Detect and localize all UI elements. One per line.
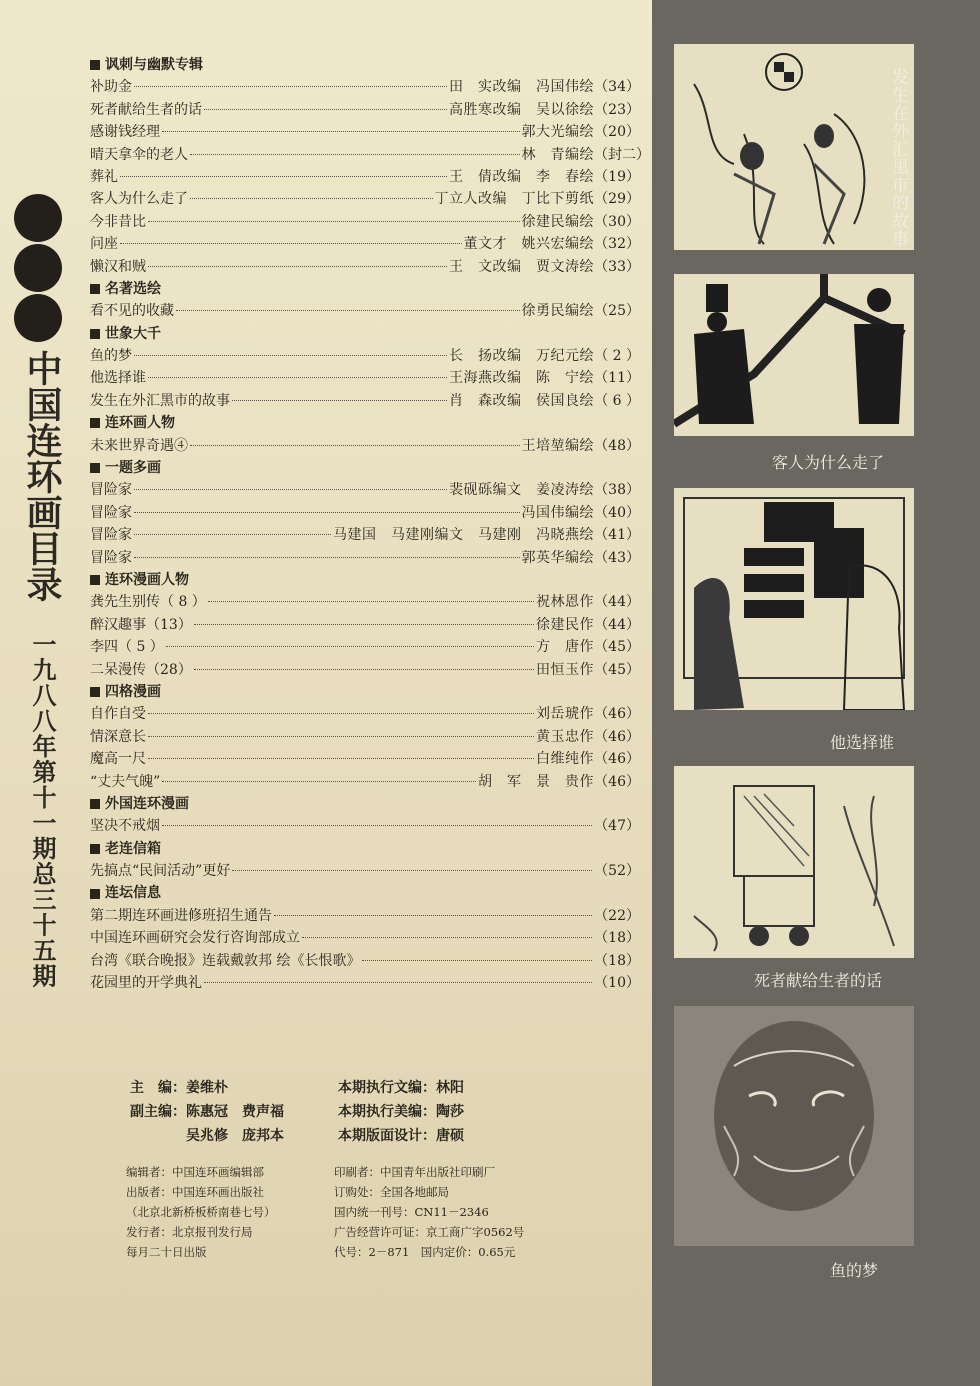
section-heading <box>90 323 640 345</box>
dot-leader <box>120 243 462 244</box>
pub-row <box>126 1182 646 1202</box>
dot-leader <box>162 825 592 826</box>
toc-credit: 田恒玉作 <box>536 661 594 678</box>
dot-leader <box>148 221 520 222</box>
illustration-who-choose <box>674 488 914 710</box>
dot-leader <box>232 400 447 401</box>
dot-leader <box>134 512 520 513</box>
toc-credit: 黄玉忠作 <box>536 728 594 745</box>
toc-credit: 胡 军 景 贵作 <box>478 773 594 790</box>
toc-title: 懒汉和贼 <box>90 258 146 275</box>
toc-row[interactable] <box>90 748 640 770</box>
toc-credit: 高胜寒改编 吴以徐绘 <box>449 101 594 118</box>
pub-row <box>126 1202 646 1222</box>
pub-right: 广告经营许可证：京工商广字0562号 <box>334 1225 525 1239</box>
toc-title: 龚先生别传（ 8 ） <box>90 594 206 611</box>
pub-left: 编辑者：中国连环画编辑部 <box>126 1165 264 1179</box>
old-man-portrait-icon <box>674 1006 914 1246</box>
toc-title: 二呆漫传（28） <box>90 661 192 678</box>
toc-page: （32） <box>594 236 640 253</box>
toc-page: （44） <box>594 616 640 633</box>
pub-left: 出版者：中国连环画出版社 <box>126 1185 264 1199</box>
toc-credit: 冯国伟编绘 <box>521 504 594 521</box>
square-bullet-icon <box>90 799 100 809</box>
dot-leader <box>204 109 447 110</box>
toc-credit: 田 实改编 冯国伟绘 <box>449 79 594 96</box>
dot-leader <box>162 781 476 782</box>
toc-title: 中国连环画研究会发行咨询部成立 <box>90 930 300 947</box>
credit-row <box>130 1076 640 1100</box>
toc-title: 醉汉趣事（13） <box>90 616 192 633</box>
caption-who-choose: 他选择谁 <box>830 733 895 752</box>
square-bullet-icon <box>90 60 100 70</box>
toc-page: （40） <box>594 504 640 521</box>
credit-right: 本期执行美编：陶莎 <box>338 1104 464 1120</box>
toc-row[interactable] <box>90 524 640 546</box>
toc-row[interactable] <box>90 614 640 636</box>
toc-title: 未来世界奇遇④ <box>90 437 188 454</box>
toc-title: 死者献给生者的话 <box>90 101 202 118</box>
toc-row[interactable] <box>90 771 640 793</box>
toc-credit: 祝林恩作 <box>536 594 594 611</box>
toc-row[interactable] <box>90 905 640 927</box>
papercut-figures-icon <box>674 274 914 436</box>
toc-credit: 郭大光编绘 <box>521 124 594 141</box>
dot-leader <box>190 198 433 199</box>
spine-title: 中国连环画目录 <box>21 350 62 602</box>
caption-fish-dream: 鱼的梦 <box>830 1261 879 1280</box>
toc-page: （18） <box>594 952 640 969</box>
toc-title: 坚决不戒烟 <box>90 818 160 835</box>
dot-leader <box>120 176 447 177</box>
toc-row[interactable] <box>90 99 640 121</box>
toc-page: （46） <box>594 706 640 723</box>
dot-leader <box>190 154 520 155</box>
toc-credit: 王培堃编绘 <box>521 437 594 454</box>
toc-page: （46） <box>594 773 640 790</box>
toc-row[interactable] <box>90 636 640 658</box>
toc-page: （33） <box>594 258 640 275</box>
section-title: 名著选绘 <box>105 280 161 297</box>
toc-credit: 马建国 马建刚编文 马建刚 冯晓燕绘 <box>333 527 594 544</box>
toc-page: （46） <box>594 728 640 745</box>
toc-title: 李四（ 5 ） <box>90 639 164 656</box>
toc-credit: 裴砚砾编文 姜凌涛绘 <box>449 482 594 499</box>
toc-row[interactable] <box>90 233 640 255</box>
pub-right: 印刷者：中国青年出版社印刷厂 <box>334 1165 495 1179</box>
toc-page: （11） <box>594 370 640 387</box>
pub-left: （北京北新桥板桥南巷七号） <box>126 1205 276 1219</box>
toc-page: （ 6 ） <box>594 392 640 409</box>
toc-title: 冒险家 <box>90 549 132 566</box>
credit-right: 本期版面设计：唐硕 <box>338 1128 464 1144</box>
toc-row[interactable] <box>90 972 640 994</box>
pub-right: 国内统一刊号：CN11－2346 <box>334 1205 489 1219</box>
toc-page: （25） <box>594 303 640 320</box>
toc-title: 冒险家 <box>90 504 132 521</box>
toc-title: 问座 <box>90 236 118 253</box>
dot-leader <box>194 669 534 670</box>
section-heading <box>90 54 640 76</box>
square-bullet-icon <box>90 889 100 899</box>
spine <box>0 0 84 1386</box>
toc-page: （48） <box>594 437 640 454</box>
credit-left: 吴兆修 庞邦本 <box>130 1128 284 1144</box>
toc-page: （19） <box>594 168 640 185</box>
table-of-contents <box>90 54 650 994</box>
toc-row[interactable] <box>90 144 650 166</box>
pub-right: 订购处：全国各地邮局 <box>334 1185 449 1199</box>
section-title: 连坛信息 <box>105 885 161 902</box>
illustration-fish-dream <box>674 1006 914 1246</box>
toc-title: 花园里的开学典礼 <box>90 975 202 992</box>
dot-leader <box>194 624 534 625</box>
toc-row[interactable] <box>90 479 640 501</box>
toc-row[interactable] <box>90 591 640 613</box>
dot-leader <box>362 960 592 961</box>
toc-credit: 白维纯作 <box>536 751 594 768</box>
dot-leader <box>134 557 520 558</box>
caption-black-market: 发生在外汇黑市的故事 <box>888 68 908 248</box>
toc-row[interactable] <box>90 345 640 367</box>
toc-title: 补助金 <box>90 79 132 96</box>
dot-leader <box>148 713 534 714</box>
section-title: 连环画人物 <box>105 415 175 432</box>
dot-leader <box>134 489 447 490</box>
square-bullet-icon <box>90 329 100 339</box>
pub-row <box>126 1242 646 1262</box>
dot-leader <box>166 646 534 647</box>
section-title: 外国连环漫画 <box>105 795 189 812</box>
section-title: 一题多画 <box>105 460 161 477</box>
line-drawing-icon <box>674 488 914 710</box>
square-bullet-icon <box>90 463 100 473</box>
toc-credit: 董文才 姚兴宏编绘 <box>463 236 594 253</box>
credit-row <box>130 1124 640 1148</box>
toc-title: 他选择谁 <box>90 370 146 387</box>
toc-page: （ 2 ） <box>594 348 640 365</box>
dot-leader <box>190 445 520 446</box>
toc-row[interactable] <box>90 950 640 972</box>
truck-sketch-icon <box>674 766 914 958</box>
dot-leader <box>148 266 447 267</box>
dot-leader <box>176 310 520 311</box>
square-bullet-icon <box>90 844 100 854</box>
toc-row[interactable] <box>90 703 640 725</box>
square-bullet-icon <box>90 687 100 697</box>
section-heading <box>90 569 640 591</box>
toc-page: （41） <box>594 527 640 544</box>
toc-row[interactable] <box>90 502 640 524</box>
toc-title: 葬礼 <box>90 168 118 185</box>
toc-credit: 徐勇民编绘 <box>521 303 594 320</box>
toc-page: （18） <box>594 930 640 947</box>
toc-credit: 王 文改编 贾文涛绘 <box>449 258 594 275</box>
toc-row[interactable] <box>90 121 640 143</box>
toc-page: （47） <box>594 818 640 835</box>
toc-page: （45） <box>594 639 640 656</box>
dot-leader <box>162 131 520 132</box>
pub-right: 代号：2－871 国内定价：0.65元 <box>334 1245 516 1259</box>
toc-credit: 王 倩改编 李 春绘 <box>449 168 594 185</box>
toc-row[interactable] <box>90 300 640 322</box>
toc-credit: 刘岳琥作 <box>536 706 594 723</box>
section-heading <box>90 793 640 815</box>
dot-leader <box>134 355 447 356</box>
toc-title: 感谢钱经理 <box>90 124 160 141</box>
credit-left: 主 编：姜维朴 <box>130 1080 228 1096</box>
section-heading <box>90 882 640 904</box>
toc-credit: 徐建民编绘 <box>521 213 594 230</box>
toc-credit: 徐建民作 <box>536 616 594 633</box>
toc-page: （10） <box>594 975 640 992</box>
caption-guest-left: 客人为什么走了 <box>772 453 885 472</box>
toc-row[interactable] <box>90 367 640 389</box>
toc-credit: 方 唐作 <box>536 639 594 656</box>
toc-page: （52） <box>594 863 640 880</box>
toc-credit: 郭英华编绘 <box>521 549 594 566</box>
toc-row[interactable] <box>90 390 640 412</box>
toc-row[interactable] <box>90 860 640 882</box>
section-title: 老连信箱 <box>105 840 161 857</box>
dot-leader <box>148 758 534 759</box>
toc-row[interactable] <box>90 166 640 188</box>
section-heading <box>90 278 640 300</box>
toc-row[interactable] <box>90 256 640 278</box>
toc-page: （46） <box>594 751 640 768</box>
dot-leader <box>232 870 592 871</box>
toc-page: （44） <box>594 594 640 611</box>
toc-title: 看不见的收藏 <box>90 303 174 320</box>
spine-dot <box>14 194 62 242</box>
toc-page: （封二） <box>594 146 650 163</box>
dot-leader <box>204 982 592 983</box>
section-heading <box>90 681 640 703</box>
toc-page: （22） <box>594 907 640 924</box>
section-title: 世象大千 <box>105 325 161 342</box>
section-title: 四格漫画 <box>105 683 161 700</box>
caption-dead-to-living: 死者献给生者的话 <box>754 971 883 990</box>
editorial-credits <box>130 1076 640 1148</box>
pub-left: 发行者：北京报刊发行局 <box>126 1225 253 1239</box>
credit-row <box>130 1100 640 1124</box>
toc-row[interactable] <box>90 435 640 457</box>
sketch-figures-icon <box>674 44 914 250</box>
toc-credit: 王海燕改编 陈 宁绘 <box>449 370 594 387</box>
toc-title: 鱼的梦 <box>90 348 132 365</box>
dot-leader <box>302 937 592 938</box>
toc-title: “丈夫气魄” <box>90 773 161 790</box>
toc-credit: 丁立人改编 丁比下剪纸 <box>434 191 594 208</box>
toc-credit: 长 扬改编 万纪元绘 <box>449 348 594 365</box>
square-bullet-icon <box>90 284 100 294</box>
toc-title: 冒险家 <box>90 527 132 544</box>
dot-leader <box>148 736 534 737</box>
toc-title: 冒险家 <box>90 482 132 499</box>
pub-row <box>126 1162 646 1182</box>
credit-right: 本期执行文编：林阳 <box>338 1080 464 1096</box>
toc-title: 今非昔比 <box>90 213 146 230</box>
illustration-dead-to-living <box>674 766 914 958</box>
section-heading <box>90 838 640 860</box>
illustration-black-market <box>674 44 914 250</box>
toc-title: 自作自受 <box>90 706 146 723</box>
square-bullet-icon <box>90 575 100 585</box>
toc-credit: 肖 森改编 侯国良绘 <box>449 392 594 409</box>
publishing-info <box>126 1162 646 1262</box>
toc-title: 发生在外汇黑市的故事 <box>90 392 230 409</box>
toc-row[interactable] <box>90 927 640 949</box>
section-heading <box>90 412 640 434</box>
toc-row[interactable] <box>90 547 640 569</box>
toc-row[interactable] <box>90 76 640 98</box>
toc-title: 魔高一尺 <box>90 751 146 768</box>
toc-row[interactable] <box>90 726 640 748</box>
toc-page: （23） <box>594 101 640 118</box>
spine-issue: 一九八八年第十一期总三十五期 <box>28 632 56 989</box>
toc-title: 晴天拿伞的老人 <box>90 146 188 163</box>
dot-leader <box>274 915 592 916</box>
toc-row[interactable] <box>90 815 640 837</box>
dot-leader <box>148 377 447 378</box>
toc-title: 先搞点“民间活动”更好 <box>90 863 231 880</box>
toc-page: （34） <box>594 79 640 96</box>
illustration-guest-left <box>674 274 914 436</box>
toc-page: （30） <box>594 213 640 230</box>
dot-leader <box>134 534 331 535</box>
pub-left: 每月二十日出版 <box>126 1245 207 1259</box>
toc-row[interactable] <box>90 188 640 210</box>
toc-page: （45） <box>594 661 640 678</box>
toc-page: （29） <box>594 191 640 208</box>
toc-page: （38） <box>594 482 640 499</box>
dot-leader <box>134 86 447 87</box>
section-heading <box>90 457 640 479</box>
credit-left: 副主编：陈惠冠 费声福 <box>130 1104 284 1120</box>
toc-page: （43） <box>594 549 640 566</box>
toc-row[interactable] <box>90 211 640 233</box>
toc-page: （20） <box>594 124 640 141</box>
toc-title: 客人为什么走了 <box>90 191 188 208</box>
section-title: 连环漫画人物 <box>105 571 189 588</box>
toc-row[interactable] <box>90 659 640 681</box>
toc-title: 台湾《联合晚报》连载戴敦邦 绘《长恨歌》 <box>90 952 361 969</box>
pub-row <box>126 1222 646 1242</box>
spine-dot <box>14 244 62 292</box>
section-title: 讽刺与幽默专辑 <box>105 57 203 73</box>
spine-dot <box>14 294 62 342</box>
toc-title: 第二期连环画进修班招生通告 <box>90 907 272 924</box>
toc-title: 情深意长 <box>90 728 146 745</box>
square-bullet-icon <box>90 418 100 428</box>
dot-leader <box>208 601 534 602</box>
toc-credit: 林 青编绘 <box>521 146 594 163</box>
